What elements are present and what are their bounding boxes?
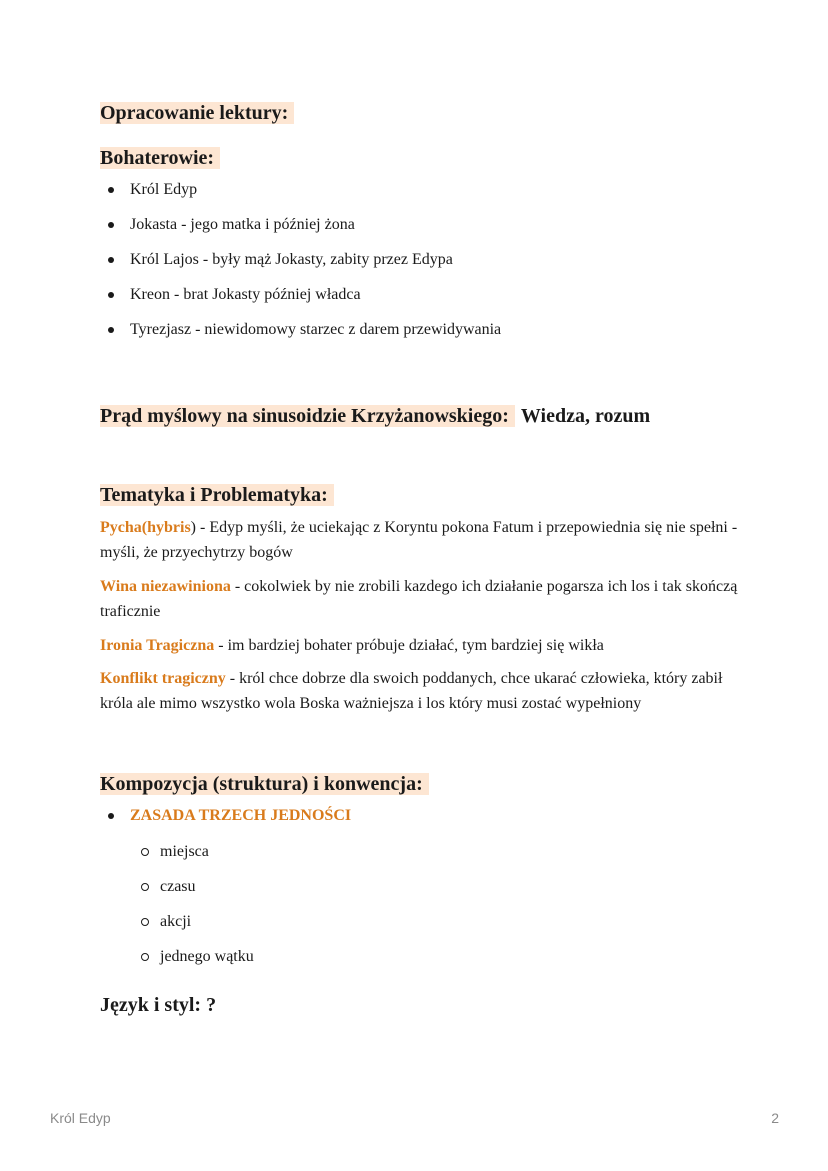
temat-konflikt: Konflikt tragiczny - król chce dobrze dla swoich poddanych, chce ukarać człowieka, który zabił króla ale mimo wszystko wola Boska ważniejsza i los który musi zostać wypełniony (100, 670, 723, 712)
temat-wina: Wina niezawiniona - cokolwiek by nie zrobili kazdego ich działanie pogarsza ich los i tak skończą traficznie (100, 578, 738, 620)
heading-kompozycja: Kompozycja (struktura) i konwencja: (100, 770, 429, 798)
heading-lektura: Opracowanie lektury: (100, 99, 294, 127)
list-item: Król Lajos - były mąż Jokasty, zabity przez Edypa (130, 250, 501, 285)
temat-keyword: Pycha(hybris (100, 519, 191, 536)
list-item: jednego wątku (160, 947, 351, 982)
heading-bohaterowie: Bohaterowie: (100, 144, 220, 172)
temat-keyword: Konflikt tragiczny (100, 670, 226, 687)
bohaterowie-list (100, 180, 501, 355)
heading-tematyka: Tematyka i Problematyka: (100, 481, 334, 509)
prad-value: Wiedza, rozum (520, 405, 651, 427)
list-item: czasu (160, 877, 351, 912)
list-item: Jokasta - jego matka i później żona (130, 215, 501, 250)
kompozycja-list (100, 806, 351, 982)
zasada-label: ZASADA TRZECH JEDNOŚCI (130, 807, 352, 824)
list-item: miejsca (160, 842, 351, 877)
temat-keyword: Ironia Tragiczna (100, 637, 215, 654)
footer-title: Król Edyp (50, 1110, 111, 1126)
list-item (130, 806, 351, 982)
list-item: Król Edyp (130, 180, 501, 215)
list-item: Kreon - brat Jokasty później władca (130, 285, 501, 320)
temat-ironia: Ironia Tragiczna - im bardziej bohater próbuje działać, tym bardziej się wikła (100, 637, 604, 654)
list-item: Tyrezjasz - niewidomowy starzec z darem przewidywania (130, 320, 501, 355)
page-number: 2 (771, 1110, 779, 1126)
zasada-sublist (130, 826, 351, 982)
list-item: akcji (160, 912, 351, 947)
heading-prad: Prąd myślowy na sinusoidzie Krzyżanowskiego: Wiedza, rozum (100, 405, 651, 427)
heading-jezyk: Język i styl: ? (100, 994, 217, 1016)
temat-pycha: Pycha(hybris) - Edyp myśli, że uciekając z Koryntu pokona Fatum i przepowiednia się nie spełni - myśli, że przyechytrzy bogów (100, 519, 738, 561)
temat-keyword: Wina niezawiniona (100, 578, 231, 595)
